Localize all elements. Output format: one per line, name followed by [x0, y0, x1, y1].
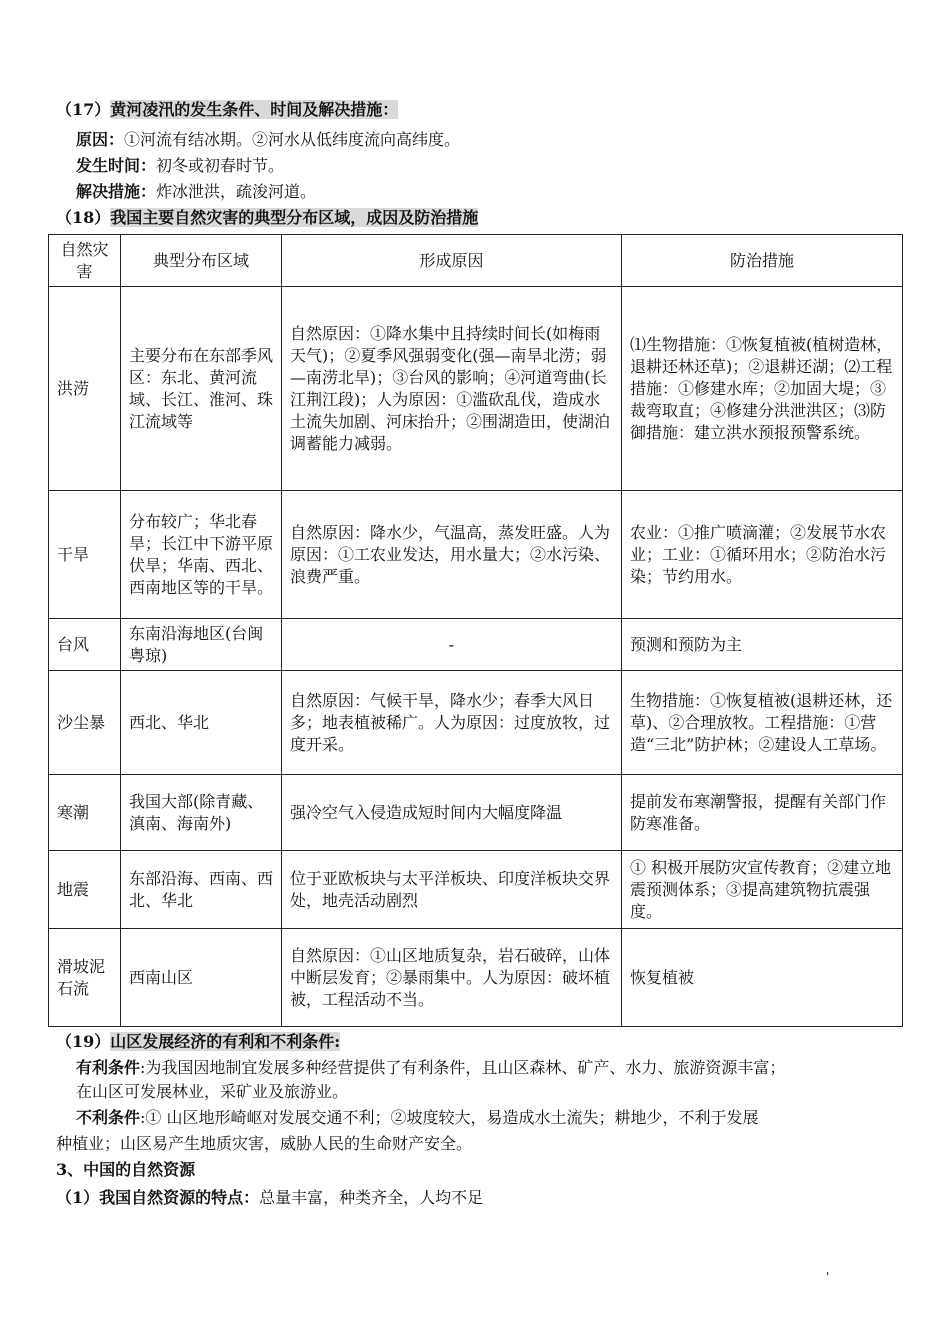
resource-feature-label: 我国自然资源的特点：: [99, 1188, 260, 1207]
advantage-line-1: [76, 1056, 785, 1080]
disaster-cell: 沙尘暴: [49, 671, 121, 775]
measure-cell: ⑴生物措施：①恢复植被(植树造林，退耕还林还草)；②退耕还湖；⑵工程措施：①修建水库；②加固大堤；③裁弯取直；④修建分洪泄洪区；⑶防御措施：建立洪水预报预警系统。: [622, 287, 903, 491]
section-19-heading: [56, 1030, 340, 1054]
region-cell: 分布较广；华北春旱；长江中下游平原伏旱；华南、西北、西南地区等的干旱。: [121, 491, 282, 619]
section-title: 黄河凌汛的发生条件、时间及解决措施：: [110, 100, 399, 119]
section-title: 我国主要自然灾害的典型分布区域，成因及防治措施: [110, 208, 479, 227]
region-cell: 西北、华北: [121, 671, 282, 775]
measure-cell: ① 积极开展防灾宣传教育；②建立地震预测体系；③提高建筑物抗震强度。: [622, 851, 903, 929]
section-number: （17）: [56, 100, 111, 119]
table-row: [49, 929, 903, 1027]
cause-cell: 自然原因：气候干旱，降水少；春季大风日多；地表植被稀广。人为原因：过度放牧，过度开采。: [282, 671, 622, 775]
measure-cell: 农业：①推广喷滴灌；②发展节水农业；工业：①循环用水；②防治水污染；节约用水。: [622, 491, 903, 619]
disaster-cell: 干旱: [49, 491, 121, 619]
disadvantage-line-2: 种植业；山区易产生地质灾害，威胁人民的生命财产安全。: [56, 1134, 473, 1153]
resource-feature-text: 总量丰富，种类齐全，人均不足: [259, 1188, 484, 1207]
section-number: （1）: [56, 1188, 100, 1207]
cause-text: ①河流有结冰期。②河水从低纬度流向高纬度。: [124, 130, 461, 149]
disaster-table: [48, 234, 903, 1027]
cause-cell: 自然原因：降水少，气温高，蒸发旺盛。人为原因：①工农业发达，用水量大；②水污染、浪费严重。: [282, 491, 622, 619]
measure-line: [76, 180, 316, 204]
disadvantage-line-1: [76, 1106, 759, 1130]
section-number: （19）: [56, 1032, 111, 1051]
section-17-heading: [56, 98, 398, 122]
disaster-cell: 洪涝: [49, 287, 121, 491]
page-mark: ': [826, 1270, 830, 1284]
measure-cell: 提前发布寒潮警报，提醒有关部门作防寒准备。: [622, 775, 903, 851]
table-row: [49, 287, 903, 491]
header-cell: 防治措施: [622, 235, 903, 287]
measure-cell: 生物措施：①恢复植被(退耕还林，还草)、②合理放牧。工程措施：①营造“三北”防护林；②建设人工草场。: [622, 671, 903, 775]
measure-text: 炸冰泄洪，疏浚河道。: [156, 182, 317, 201]
table-row: [49, 671, 903, 775]
table-row: [49, 619, 903, 671]
cause-cell: 强冷空气入侵造成短时间内大幅度降温: [282, 775, 622, 851]
cause-cell: 自然原因：①降水集中且持续时间长(如梅雨天气)；②夏季风强弱变化(强—南旱北涝；弱—南涝北旱)；③台风的影响；④河道弯曲(长江荆江段)；人为原因：①滥砍乱伐，造成水土流失加剧、河床抬升；②围湖造田，使湖泊调蓄能力减弱。: [282, 287, 622, 491]
time-line: [76, 154, 284, 178]
region-cell: 主要分布在东部季风区：东北、黄河流域、长江、淮河、珠江流域等: [121, 287, 282, 491]
resource-feature-line: [56, 1186, 483, 1210]
time-text: 初冬或初春时节。: [156, 156, 285, 175]
measure-label: 解决措施：: [76, 182, 157, 201]
advantage-label: 有利条件: [76, 1058, 141, 1077]
disaster-cell: 地震: [49, 851, 121, 929]
table-row: [49, 775, 903, 851]
disaster-cell: 寒潮: [49, 775, 121, 851]
header-cell: 典型分布区域: [121, 235, 282, 287]
time-label: 发生时间：: [76, 156, 157, 175]
measure-cell: 恢复植被: [622, 929, 903, 1027]
section-title: 山区发展经济的有利和不利条件:: [110, 1032, 341, 1051]
disadvantage-label: 不利条件: [76, 1108, 141, 1127]
measure-cell: 预测和预防为主: [622, 619, 903, 671]
cause-label: 原因：: [76, 130, 125, 149]
cause-cell: -: [282, 619, 622, 671]
region-cell: 我国大部(除青藏、滇南、海南外): [121, 775, 282, 851]
disadvantage-text: :① 山区地形崎岖对发展交通不利；②坡度较大，易造成水土流失；耕地少，不利于发展: [140, 1108, 759, 1127]
table-row: [49, 851, 903, 929]
cause-cell: 位于亚欧板块与太平洋板块、印度洋板块交界处，地壳活动剧烈: [282, 851, 622, 929]
chapter-heading: 3、中国的自然资源: [56, 1160, 196, 1179]
table-row: [49, 491, 903, 619]
section-18-heading: [56, 206, 478, 230]
region-cell: 西南山区: [121, 929, 282, 1027]
header-cell: 自然灾害: [49, 235, 121, 287]
disaster-cell: 滑坡泥石流: [49, 929, 121, 1027]
region-cell: 东部沿海、西南、西北、华北: [121, 851, 282, 929]
advantage-line-2: 在山区可发展林业，采矿业及旅游业。: [76, 1082, 349, 1101]
cause-line: [76, 128, 460, 152]
section-number: （18）: [56, 208, 111, 227]
region-cell: 东南沿海地区(台闽粤琼): [121, 619, 282, 671]
disaster-cell: 台风: [49, 619, 121, 671]
cause-cell: 自然原因：①山区地质复杂，岩石破碎，山体中断层发育；②暴雨集中。人为原因：破坏植被，工程活动不当。: [282, 929, 622, 1027]
header-cell: 形成原因: [282, 235, 622, 287]
advantage-text: :为我国因地制宜发展多种经营提供了有利条件，且山区森林、矿产、水力、旅游资源丰富；: [140, 1058, 786, 1077]
table-header-row: [49, 235, 903, 287]
